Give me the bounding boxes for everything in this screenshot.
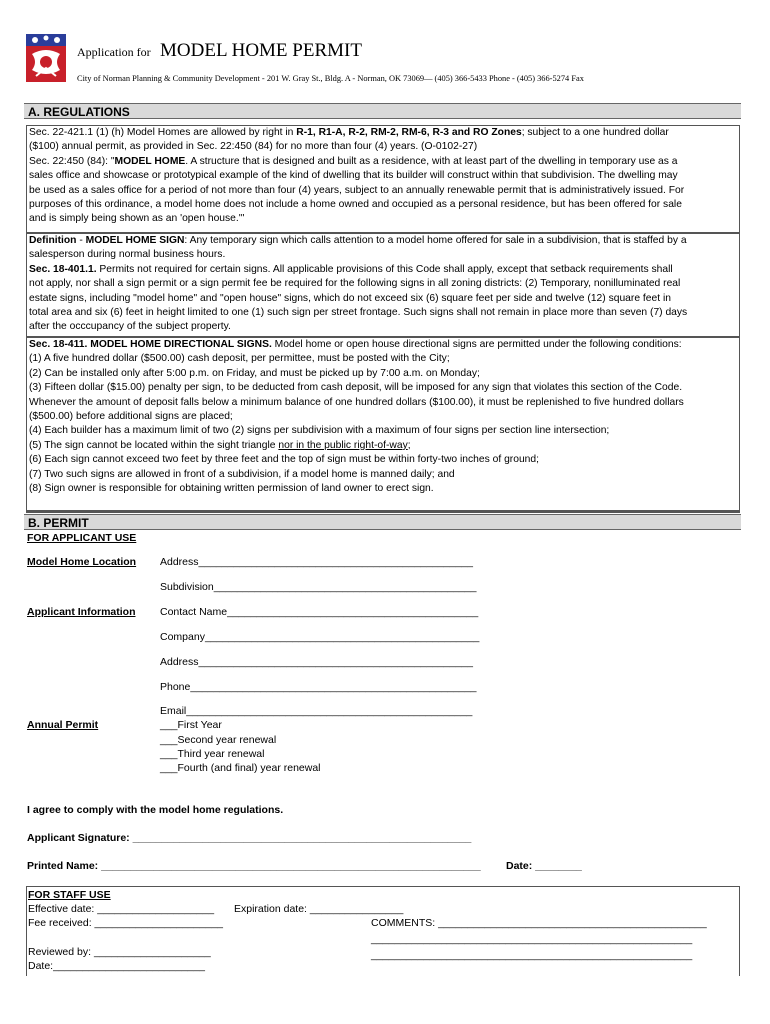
reg-text: (2) Can be installed only after 5:00 p.m. on Friday, and must be picked up by 7:00 a.m. on Monday; (29, 367, 480, 379)
for-applicant-use-label: FOR APPLICANT USE (27, 532, 137, 544)
regulations-zoning-box (26, 125, 740, 233)
first-year-option[interactable]: ___First Year (160, 719, 222, 731)
form-title: MODEL HOME PERMIT (160, 40, 362, 61)
location-address-field[interactable]: Address_______________________________________________ (160, 556, 473, 568)
reg-underlined-text: nor in the public right-of-way (278, 439, 408, 451)
reg-text: purposes of this ordinance, a model home does not include a home owned and occupied as a personal residence, but has been offered for sale (29, 199, 682, 211)
city-contact-line: City of Norman Planning & Community Development - 201 W. Gray St., Bldg. A - Norman, OK 73069— (405) 366-5433 Phone - (405) 366-5274 Fax (77, 74, 584, 83)
regulations-directional-box (26, 337, 740, 513)
model-home-location-label: Model Home Location (27, 556, 137, 568)
agreement-statement: I agree to comply with the model home regulations. (27, 804, 284, 816)
reg-text: (3) Fifteen dollar ($15.00) penalty per sign, to be deducted from cash deposit, will be imposed for any sign that violates this section of the Code. (29, 382, 683, 394)
reg-text: Model home or open house directional signs are permitted under the following conditions: (271, 339, 682, 350)
printed-name-field[interactable]: Printed Name: _________________________________________________________________ (27, 860, 481, 872)
permit-heading: B. PERMIT (24, 514, 741, 530)
annual-permit-label: Annual Permit (27, 719, 99, 731)
reg-text: (7) Two such signs are allowed in front of a subdivision, if a model home is manned daily; and (29, 468, 455, 480)
reg-text: Permits not required for certain signs. All applicable provisions of this Code shall apply, except that setback requirements shall (96, 263, 673, 275)
for-staff-use-label: FOR STAFF USE (28, 889, 111, 901)
second-year-option[interactable]: ___Second year renewal (160, 734, 277, 746)
city-seal-logo (24, 32, 68, 84)
company-field[interactable]: Company_______________________________________________ (160, 631, 480, 643)
section-number: Sec. 18-411. MODEL HOME DIRECTIONAL SIGNS. (29, 339, 272, 350)
regulations-heading: A. REGULATIONS (24, 103, 741, 119)
third-year-option[interactable]: ___Third year renewal (160, 748, 265, 760)
comments-line-3[interactable]: _______________________________________________________ (371, 949, 693, 961)
reg-text: ($100) annual permit, as provided in Sec. 22:450 (84) for no more than four (4) years. (O-0102-27) (29, 141, 478, 153)
contact-name-field[interactable]: Contact Name___________________________________________ (160, 606, 479, 618)
reg-text: (8) Sign owner is responsible for obtaining written permission of land owner to erect sign. (29, 483, 434, 495)
reg-zones: R-1, R1-A, R-2, RM-2, RM-6, R-3 and RO Zones (296, 127, 522, 138)
reg-text: and is simply being shown as an 'open house.'" (29, 213, 245, 225)
comments-field[interactable]: COMMENTS: ______________________________________________ (371, 917, 707, 929)
expiration-date-field[interactable]: Expiration date: ________________ (234, 903, 404, 915)
fee-received-field[interactable]: Fee received: ______________________ (28, 917, 224, 929)
reg-text: - (76, 235, 86, 246)
reviewed-by-field[interactable]: Reviewed by: ____________________ (28, 946, 211, 958)
regulations-sign-box (26, 233, 740, 337)
phone-field[interactable]: Phone_________________________________________________ (160, 681, 477, 693)
email-field[interactable]: Email_________________________________________________ (160, 705, 473, 717)
reg-text: be used as a sales office for a period of not more than four (4) years, subject to an annually renewable permit that is administratively issued. For (29, 184, 685, 196)
applicant-date-field[interactable]: Date: ________ (506, 860, 582, 872)
application-for-label: Application for (77, 45, 151, 59)
reg-text: (6) Each sign cannot exceed two feet by three feet and the top of sign must be within forty-two inches of ground; (29, 454, 539, 466)
reg-text: ; subject to a one hundred dollar (521, 127, 669, 138)
reg-text: Sec. 22:450 (84): " (29, 155, 115, 167)
comments-line-2[interactable]: _______________________________________________________ (371, 933, 693, 945)
reg-text: (1) A five hundred dollar ($500.00) cash deposit, per permittee, must be posted with the City; (29, 353, 450, 365)
reg-text: ; (407, 439, 411, 451)
reg-model-home-term: MODEL HOME (114, 155, 186, 167)
applicant-information-label: Applicant Information (27, 606, 136, 618)
reg-text: Whenever the amount of deposit falls below a minimum balance of one hundred dollars ($100.00), it must be replenished to five hundred dollars (29, 396, 684, 408)
reg-text: (5) The sign cannot be located within the sight triangle (29, 439, 279, 451)
reg-text: : Any temporary sign which calls attention to a model home offered for sale in a subdivision, that is staffed by a (184, 235, 687, 246)
reg-text: . A structure that is designed and built as a residence, with at least part of the dwelling in temporary use as a (185, 155, 678, 167)
applicant-address-field[interactable]: Address_______________________________________________ (160, 656, 473, 668)
effective-date-field[interactable]: Effective date: ____________________ (28, 903, 215, 915)
reg-text: after the occcupancy of the subject property. (29, 321, 231, 333)
fourth-year-option[interactable]: ___Fourth (and final) year renewal (160, 762, 321, 774)
reg-text: not apply, nor shall a sign permit or a sign permit fee be required for the following signs in all zoning districts: (2) Temporary, nonilluminated real (29, 278, 681, 290)
reg-text: ($500.00) before additional signs are placed; (29, 411, 233, 423)
reg-text: Sec. 22-421.1 (1) (h) Model Homes are allowed by right in (29, 127, 297, 138)
reg-text: estate signs, including "model home" and "open house" signs, which do not exceed six (6) square feet per side and twelve (12) square feet in (29, 292, 671, 304)
definition-label: Definition (29, 235, 77, 246)
reg-text: total area and six (6) feet in height limited to one (1) such sign per street frontage. Such signs shall not remain in place more than seven (7) days (29, 307, 688, 319)
reg-text: (4) Each builder has a maximum limit of two (2) signs per subdivision with a maximum of four signs per section line intersection; (29, 425, 610, 437)
subdivision-field[interactable]: Subdivision_____________________________________________ (160, 581, 477, 593)
section-number: Sec. 18-401.1. (29, 263, 97, 275)
reg-text: salesperson during normal business hours. (29, 249, 226, 261)
staff-date-field[interactable]: Date:__________________________ (28, 960, 205, 972)
applicant-signature-field[interactable]: Applicant Signature: __________________________________________________________ (27, 832, 472, 844)
sign-term: MODEL HOME SIGN (85, 235, 185, 246)
reg-text: sales office and showcase or prototypical example of the kind of dwelling that its builder will construct within that subdivision. The dwelling may (29, 170, 678, 182)
